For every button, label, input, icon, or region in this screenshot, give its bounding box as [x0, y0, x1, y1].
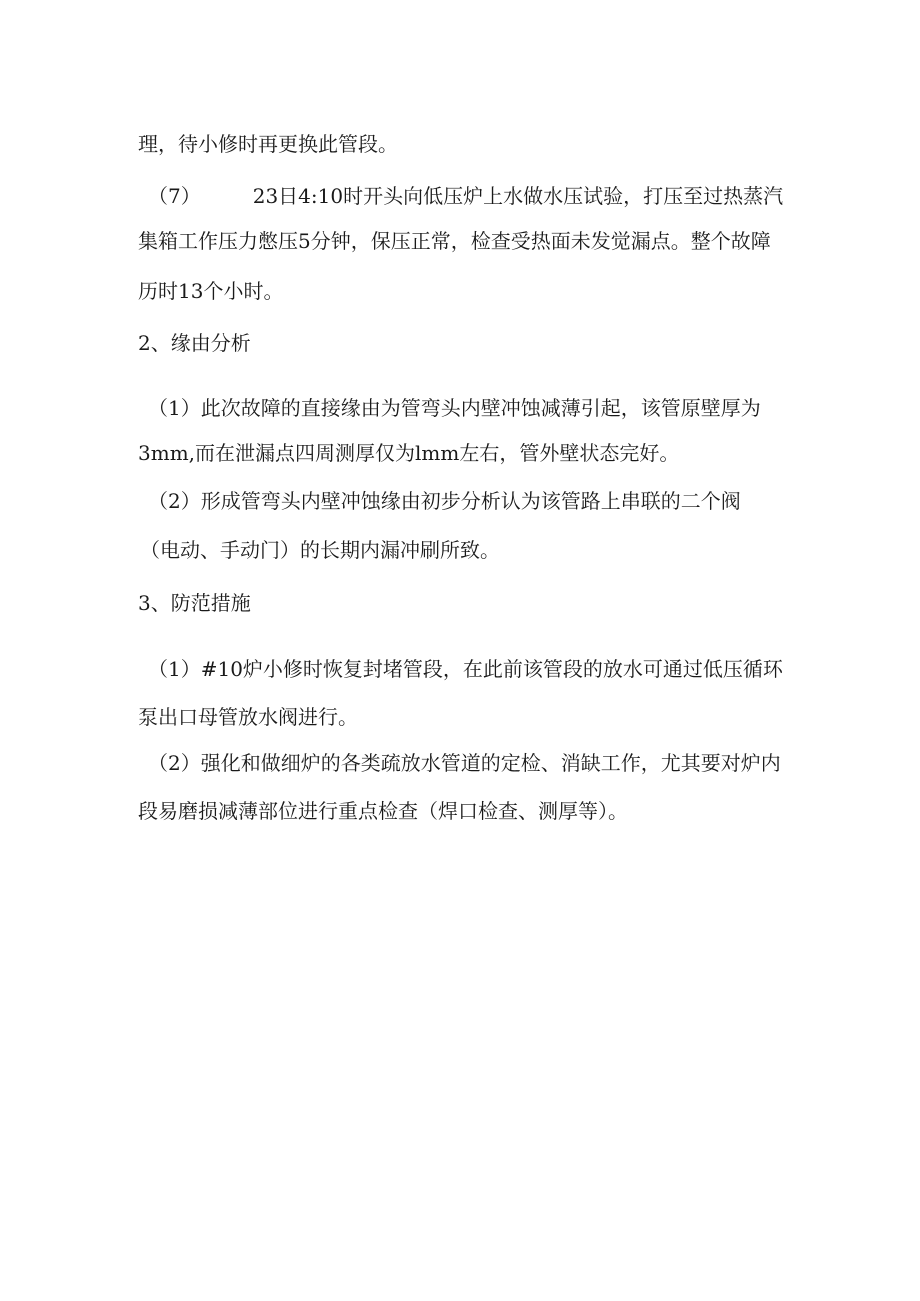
paragraph-line: （1）#10炉小修时恢复封堵管段，在此前该管段的放水可通过低压循环 [148, 657, 783, 681]
paragraph-line: 段易磨损减薄部位进行重点检查（焊口检查、测厚等）。 [138, 799, 628, 823]
paragraph-line: 3mm,而在泄漏点四周测厚仅为lmm左右，管外壁状态完好。 [138, 441, 680, 465]
paragraph-line: （2）强化和做细炉的各类疏放水管道的定检、消缺工作，尤其要对炉内 [148, 751, 781, 775]
paragraph-line [0, 183, 920, 209]
item-number: （7） [148, 184, 201, 208]
section-heading: 3、防范措施 [138, 591, 251, 615]
paragraph-line: （电动、手动门）的长期内漏冲刷所致。 [140, 538, 500, 562]
paragraph-line: 理，待小修时再更换此管段。 [138, 132, 398, 156]
paragraph-line: （1）此次故障的直接缘由为管弯头内壁冲蚀减薄引起，该管原壁厚为 [148, 396, 761, 420]
paragraph-line: （2）形成管弯头内壁冲蚀缘由初步分析认为该管路上串联的二个阀 [148, 489, 741, 513]
section-heading: 2、缘由分析 [138, 331, 251, 355]
paragraph-line: 历时13个小时。 [138, 279, 284, 303]
paragraph-line: 泵出口母管放水阀进行。 [138, 705, 358, 729]
paragraph-line: 集箱工作压力憋压5分钟，保压正常，检查受热面未发觉漏点。整个故障 [138, 229, 771, 253]
item-text: 23日4:10时开头向低压炉上水做水压试验，打压至过热蒸汽 [252, 184, 784, 208]
